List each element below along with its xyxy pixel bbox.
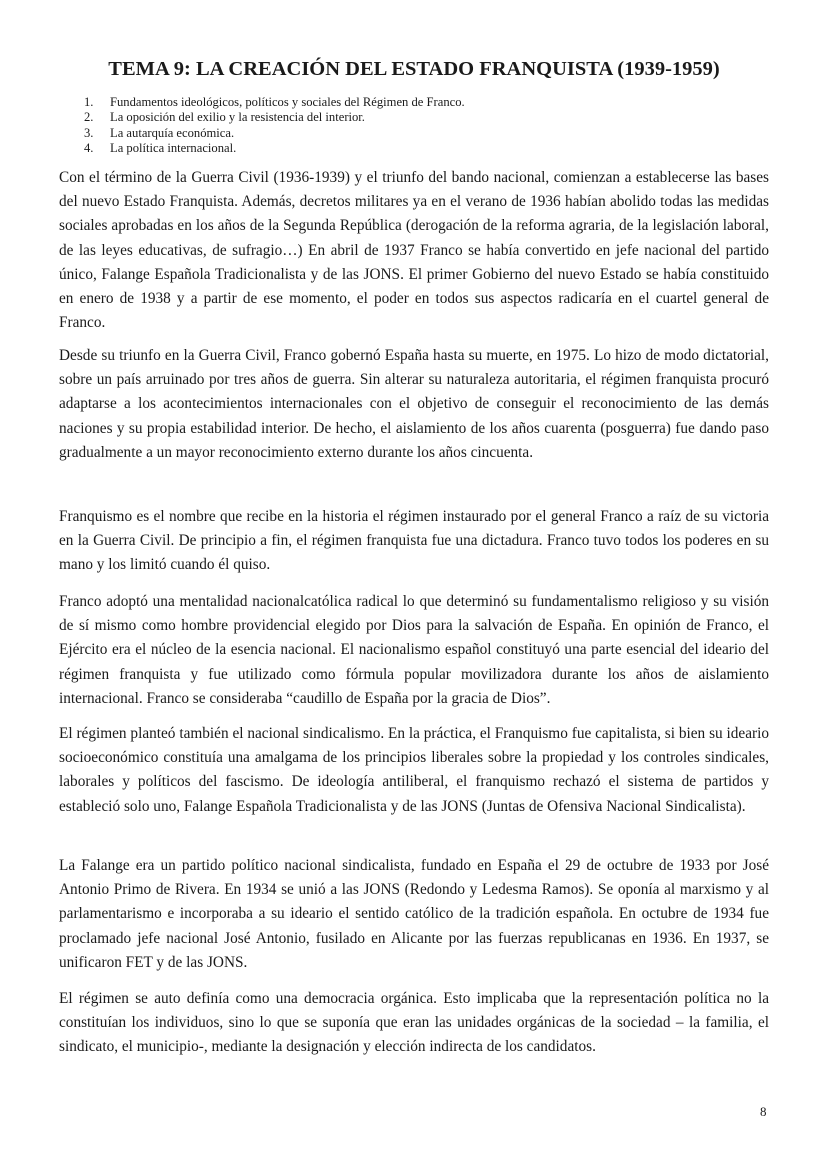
paragraph-5: El régimen planteó también el nacional sindicalismo. En la práctica, el Franquismo fue capitalista, si bien su ideario socioeconómico constituía una amalgama de los principios liberales sobre la propiedad y los controles sindicales, laborales y políticos del fascismo. De ideología antiliberal, el franquismo rechazó el sistema de partidos y estableció solo uno, Falange Española Tradicionalista y de las JONS (Juntas de Ofensiva Nacional Sindicalista). — [59, 725, 769, 815]
list-item-text: La oposición del exilio y la resistencia del interior. — [110, 110, 365, 125]
paragraph-4: Franco adoptó una mentalidad nacionalcatólica radical lo que determinó su fundamentalismo religioso y su visión de sí mismo como hombre providencial elegido por Dios para la salvación de España. En opinión de Franco, el Ejército era el núcleo de la esencia nacional. El nacionalismo español constituyó una parte esencial del ideario del régimen franquista y fue utilizado como fórmula popular movilizadora durante los años de aislamiento internacional. Franco se consideraba “caudillo de España por la gracia de Dios”. — [59, 593, 769, 707]
list-item — [84, 110, 465, 125]
list-item-number: 2. — [84, 110, 94, 125]
list-item-text: La política internacional. — [110, 140, 237, 155]
list-item-text: La autarquía económica. — [110, 125, 235, 140]
paragraph-2: Desde su triunfo en la Guerra Civil, Franco gobernó España hasta su muerte, en 1975. Lo hizo de modo dictatorial, sobre un país arruinado por tres años de guerra. Sin alterar su naturaleza autoritaria, el régimen franquista procuró adaptarse a los acontecimientos internacionales con el objetivo de conseguir el reconocimiento de las demás naciones y su propia estabilidad interior. De hecho, el aislamiento de los años cuarenta (posguerra) fue dando paso gradualmente a un mayor reconocimiento externo durante los años cincuenta. — [59, 347, 769, 461]
page-title: TEMA 9: LA CREACIÓN DEL ESTADO FRANQUISTA (1939-1959) — [108, 58, 720, 80]
list-item — [84, 141, 465, 156]
paragraph-6: La Falange era un partido político nacional sindicalista, fundado en España el 29 de octubre de 1933 por José Antonio Primo de Rivera. En 1934 se unió a las JONS (Redondo y Ledesma Ramos). Se oponía al marxismo y al parlamentarismo e incorporaba a su ideario el sentido católico de la tradición española. En octubre de 1934 fue proclamado jefe nacional José Antonio, fusilado en Alicante por las fuerzas republicanas en 1936. En 1937, se unificaron FET y de las JONS. — [59, 857, 769, 971]
list-item — [84, 126, 465, 141]
page-number: 8 — [760, 1104, 767, 1119]
list-item-number: 3. — [84, 125, 94, 140]
paragraph-7: El régimen se auto definía como una democracia orgánica. Esto implicaba que la representación política no la constituían los individuos, sino lo que se suponía que eran las unidades orgánicas de la sociedad – la familia, el sindicato, el municipio-, mediante la designación y elección indirecta de los candidatos. — [59, 990, 769, 1056]
list-item — [84, 95, 465, 110]
paragraph-1: Con el término de la Guerra Civil (1936-1939) y el triunfo del bando nacional, comienzan a establecerse las bases del nuevo Estado Franquista. Además, decretos militares ya en el verano de 1936 habían abolido todas las medidas sociales aprobadas en los años de la Segunda República (derogación de la reforma agraria, de la legislación laboral, de las leyes educativas, de sufragio…) En abril de 1937 Franco se había convertido en jefe nacional del partido único, Falange Española Tradicionalista y de las JONS. El primer Gobierno del nuevo Estado se había constituido en enero de 1938 y a partir de ese momento, el poder en todos sus aspectos radicaría en el cuartel general de Franco. — [59, 169, 769, 332]
paragraph-3: Franquismo es el nombre que recibe en la historia el régimen instaurado por el general Franco a raíz de su victoria en la Guerra Civil. De principio a fin, el régimen franquista fue una dictadura. Franco tuvo todos los poderes en su mano y los limitó cuando él quiso. — [59, 508, 769, 574]
list-item-text: Fundamentos ideológicos, políticos y sociales del Régimen de Franco. — [110, 95, 465, 109]
list-item-number: 4. — [84, 140, 94, 155]
topic-list — [84, 95, 465, 156]
list-item-number: 1. — [84, 95, 94, 109]
